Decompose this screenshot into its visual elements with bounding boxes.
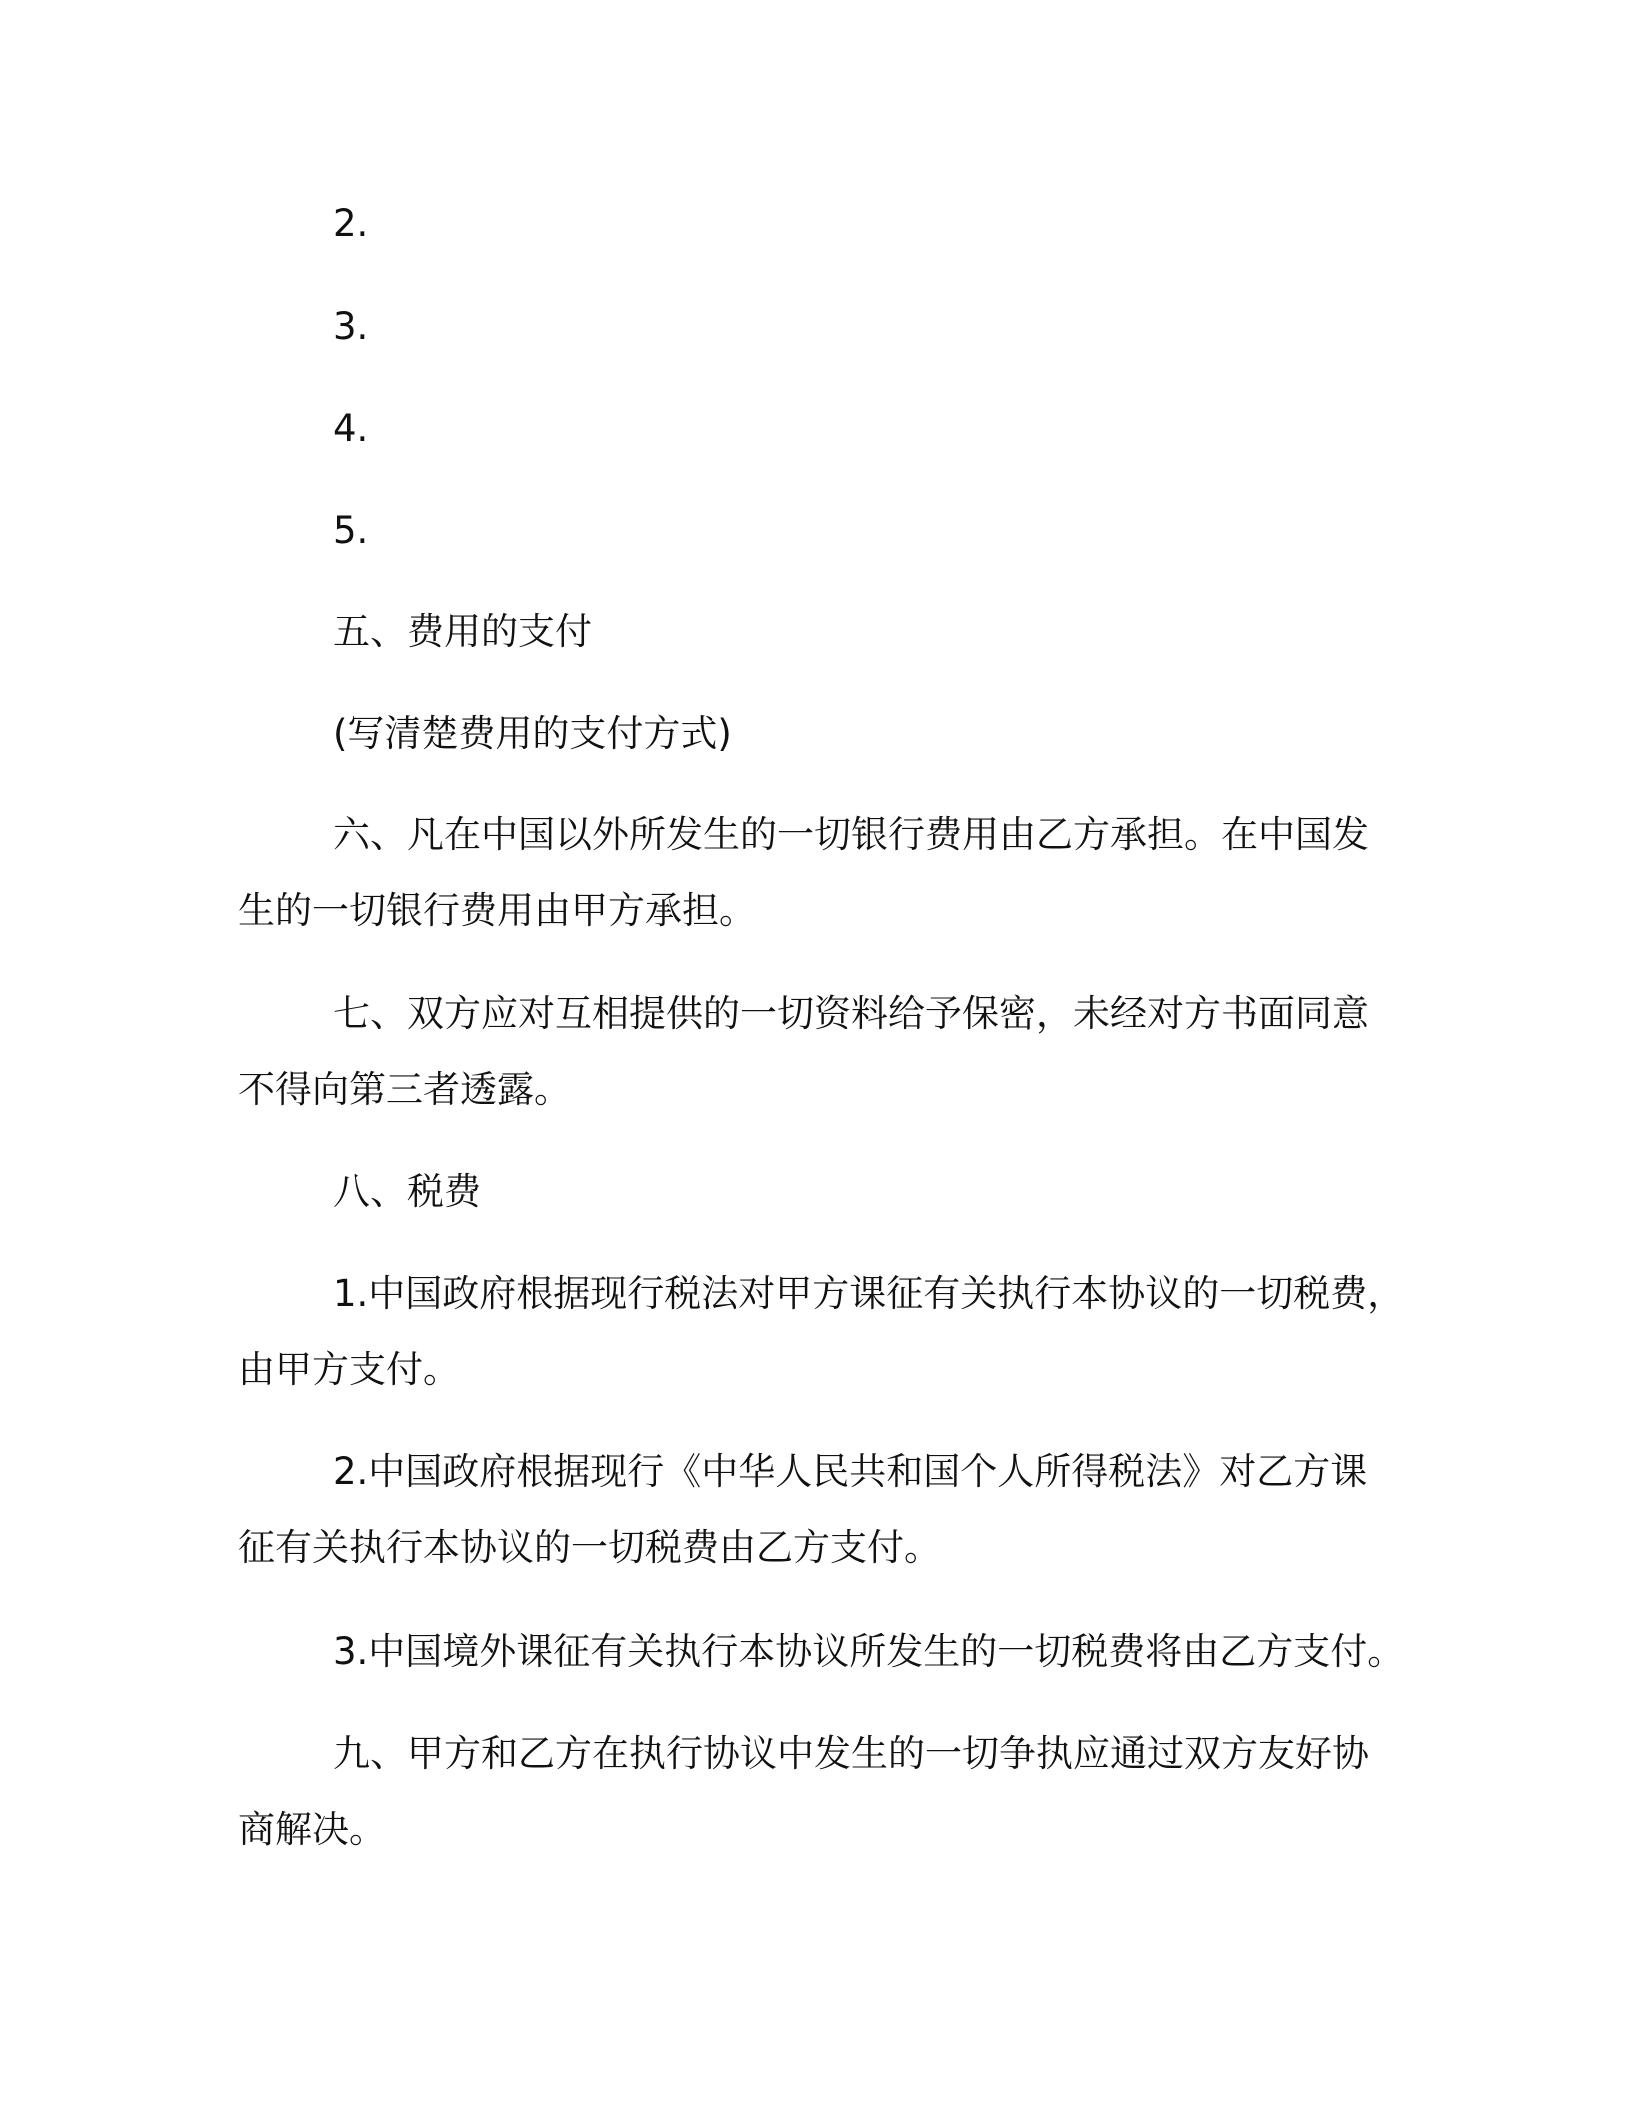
- clause-9-line-2: 商解决。: [238, 1808, 386, 1851]
- section-heading-5: 五、费用的支付: [333, 610, 592, 653]
- tax-item-1-line-1: 1.中国政府根据现行税法对甲方课征有关执行本协议的一切税费，: [333, 1272, 1405, 1315]
- tax-item-2-line-2: 征有关执行本协议的一切税费由乙方支付。: [238, 1526, 941, 1569]
- clause-6-line-1: 六、凡在中国以外所发生的一切银行费用由乙方承担。在中国发: [333, 813, 1369, 856]
- list-item-4: 4.: [333, 407, 369, 450]
- list-item-3: 3.: [333, 305, 369, 348]
- clause-7-line-1: 七、双方应对互相提供的一切资料给予保密，未经对方书面同意: [333, 992, 1369, 1035]
- list-item-5: 5.: [333, 509, 369, 552]
- tax-item-1-line-2: 由甲方支付。: [238, 1348, 460, 1391]
- section-heading-8: 八、税费: [333, 1170, 481, 1213]
- clause-6-line-2: 生的一切银行费用由甲方承担。: [238, 889, 756, 932]
- list-item-2: 2.: [333, 202, 369, 245]
- clause-9-line-1: 九、甲方和乙方在执行协议中发生的一切争执应通过双方友好协: [333, 1732, 1369, 1775]
- tax-item-2-line-1: 2.中国政府根据现行《中华人民共和国个人所得税法》对乙方课: [333, 1450, 1368, 1493]
- clause-7-line-2: 不得向第三者透露。: [238, 1068, 571, 1111]
- payment-note: (写清楚费用的支付方式): [333, 712, 732, 755]
- tax-item-3: 3.中国境外课征有关执行本协议所发生的一切税费将由乙方支付。: [333, 1630, 1405, 1673]
